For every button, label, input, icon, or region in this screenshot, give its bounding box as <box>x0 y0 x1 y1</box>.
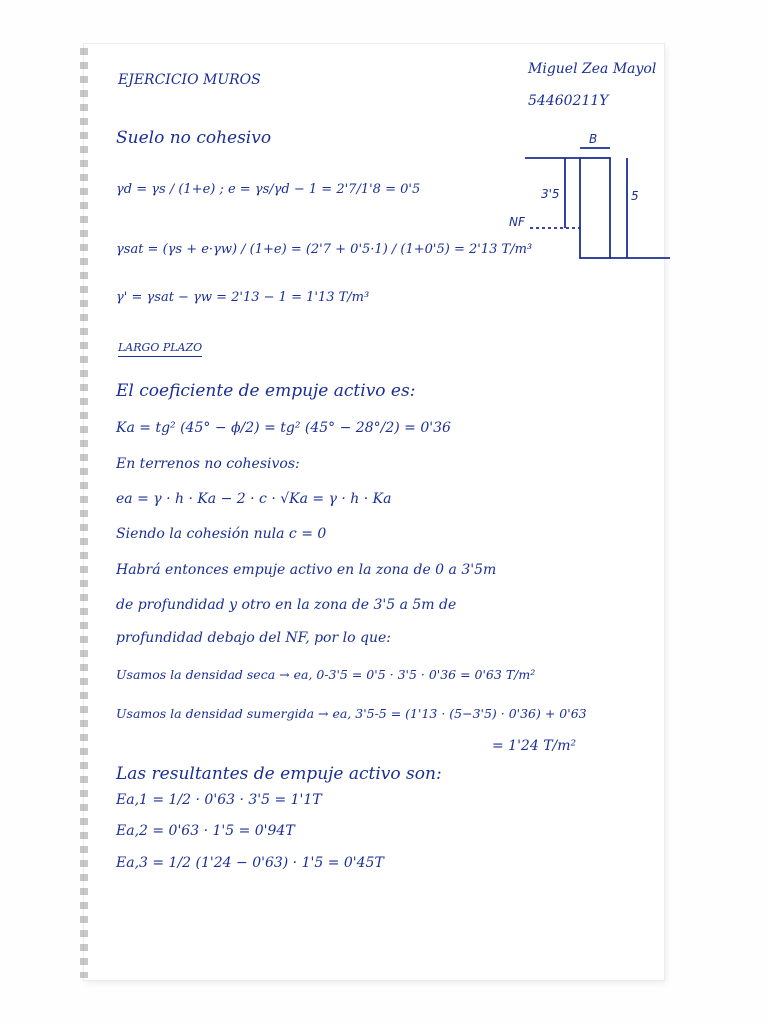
equation-submerged-unit-weight: γ' = γsat − γw = 2'13 − 1 = 1'13 T/m³ <box>116 290 370 305</box>
total-height-label: 5 <box>631 189 639 203</box>
author-name: Miguel Zea Mayol <box>528 61 657 77</box>
line-ea3: Ea,3 = 1/2 (1'24 − 0'63) · 1'5 = 0'45T <box>116 855 384 871</box>
line-zones-1: Habrá entonces empuje activo en la zona de 0 a 3'5m <box>116 562 497 578</box>
line-zones-2: de profundidad y otro en la zona de 3'5 a 5m de <box>116 597 457 613</box>
long-term-heading: LARGO PLAZO <box>118 340 202 357</box>
equation-dry-unit-weight: γd = γs / (1+e) ; e = γs/γd − 1 = 2'7/1'8 = 0'5 <box>116 182 421 197</box>
soil-heading: Suelo no cohesivo <box>116 128 272 148</box>
equation-saturated-unit-weight: γsat = (γs + e·γw) / (1+e) = (2'7 + 0'5·1) / (1+0'5) = 2'13 T/m³ <box>116 242 533 257</box>
perforated-edge <box>80 48 88 978</box>
water-table-label: NF <box>509 215 525 229</box>
line-dry-density-pressure: Usamos la densidad seca → ea, 0-3'5 = 0'5 · 3'5 · 0'36 = 0'63 T/m² <box>116 667 536 682</box>
wall-outline <box>580 158 610 258</box>
line-ea2: Ea,2 = 0'63 · 1'5 = 0'94T <box>116 823 295 839</box>
upper-height-label: 3'5 <box>541 187 560 201</box>
line-ea1: Ea,1 = 1/2 · 0'63 · 3'5 = 1'1T <box>116 792 322 808</box>
student-id: 54460211Y <box>528 93 609 109</box>
line-resultants-intro: Las resultantes de empuje activo son: <box>116 764 442 784</box>
retaining-wall-sketch <box>505 130 675 270</box>
line-active-coefficient-intro: El coeficiente de empuje activo es: <box>116 381 416 401</box>
line-submerged-density-pressure: Usamos la densidad sumergida → ea, 3'5-5 = (1'13 · (5−3'5) · 0'36) + 0'63 <box>116 706 587 721</box>
line-ka-equation: Ka = tg² (45° − ϕ/2) = tg² (45° − 28°/2) = 0'36 <box>116 420 451 436</box>
line-ea-equation: ea = γ · h · Ka − 2 · c · √Ka = γ · h · Ka <box>116 491 392 507</box>
width-label: B <box>589 132 598 146</box>
exercise-title: EJERCICIO MUROS <box>118 72 261 88</box>
line-zero-cohesion: Siendo la cohesión nula c = 0 <box>116 526 327 542</box>
line-zones-3: profundidad debajo del NF, por lo que: <box>116 630 391 646</box>
line-non-cohesive: En terrenos no cohesivos: <box>116 456 300 472</box>
line-submerged-result: = 1'24 T/m² <box>492 738 577 754</box>
